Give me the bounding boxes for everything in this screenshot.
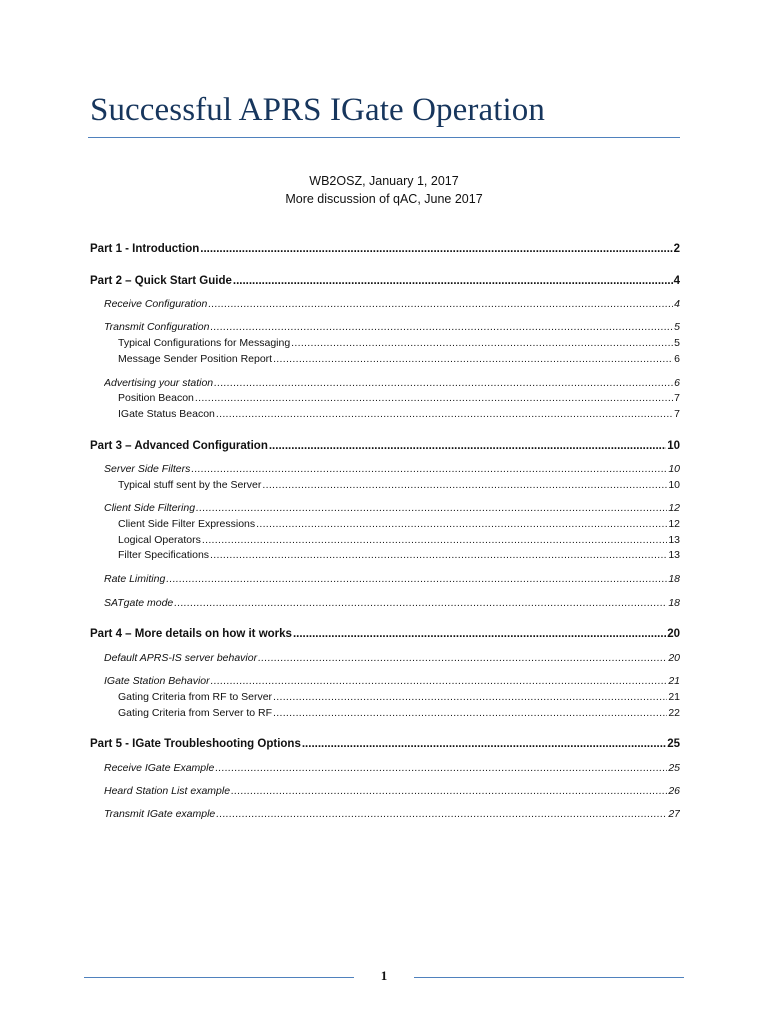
toc-leader [231,783,667,799]
toc-leader [273,689,667,705]
toc-entry-label: Typical Configurations for Messaging [118,337,291,349]
toc-entry[interactable] [90,241,680,257]
toc-entry-page: 25 [668,762,680,774]
toc-entry-page: 6 [674,377,680,389]
toc-leader [174,595,667,611]
toc-entry[interactable] [90,626,680,642]
toc-entry[interactable] [104,650,680,666]
toc-entry[interactable] [104,673,680,689]
toc-entry-label: Part 2 – Quick Start Guide [90,275,232,287]
toc-entry[interactable] [118,390,680,406]
toc-entry[interactable] [104,296,680,312]
toc-leader [262,477,667,493]
toc-entry-label: Part 5 - IGate Troubleshooting Options [90,738,301,750]
toc-entry[interactable] [118,351,680,367]
toc-entry-page: 21 [668,675,680,687]
toc-entry[interactable] [118,516,680,532]
toc-entry-page: 13 [668,534,680,546]
toc-entry-page: 12 [668,518,680,530]
toc-entry-label: Position Beacon [118,392,194,404]
toc-entry-label: Client Side Filter Expressions [118,518,256,530]
toc-entry-label: Gating Criteria from RF to Server [118,691,273,703]
toc-leader [216,806,667,822]
toc-entry[interactable] [118,406,680,422]
toc-entry-label: Transmit Configuration [104,321,210,333]
toc-leader [195,390,673,406]
toc-entry[interactable] [118,689,680,705]
toc-entry-page: 25 [667,738,680,750]
toc-entry-label: Typical stuff sent by the Server [118,479,262,491]
toc-leader [269,438,666,454]
toc-entry[interactable] [118,335,680,351]
toc-entry-page: 26 [668,785,680,797]
toc-entry-label: IGate Station Behavior [104,675,210,687]
toc-entry-page: 10 [667,440,680,452]
toc-entry-page: 7 [674,392,680,404]
toc-leader [258,650,667,666]
toc-entry-page: 18 [668,597,680,609]
toc-leader [208,296,673,312]
toc-entry-label: Filter Specifications [118,549,210,561]
toc-entry-page: 5 [674,321,680,333]
toc-leader [200,241,672,257]
toc-leader [233,273,673,289]
toc-entry-label: Logical Operators [118,534,201,546]
toc-leader [166,571,667,587]
toc-entry-label: Rate Limiting [104,573,166,585]
toc-entry[interactable] [118,705,680,721]
toc-entry[interactable] [104,760,680,776]
toc-leader [210,547,667,563]
toc-entry-label: Part 1 - Introduction [90,243,200,255]
toc-entry[interactable] [104,500,680,516]
toc-entry[interactable] [90,273,680,289]
toc-entry-page: 2 [673,243,680,255]
toc-entry-page: 22 [668,707,680,719]
toc-leader [293,626,666,642]
toc-entry-label: Message Sender Position Report [118,353,273,365]
toc-leader [273,351,673,367]
toc-entry[interactable] [90,736,680,752]
toc-entry[interactable] [104,595,680,611]
toc-entry[interactable] [104,571,680,587]
toc-leader [214,375,673,391]
toc-entry-page: 27 [668,808,680,820]
toc-entry[interactable] [104,319,680,335]
toc-entry[interactable] [118,532,680,548]
footer-rule-right [414,977,684,978]
toc-leader [215,760,667,776]
toc-entry-label: Default APRS-IS server behavior [104,652,258,664]
page-number: 1 [380,968,388,983]
toc-entry-page: 18 [668,573,680,585]
toc-entry-label: Heard Station List example [104,785,231,797]
toc-entry-page: 7 [674,408,680,420]
toc-entry-page: 5 [674,337,680,349]
toc-entry-label: Client Side Filtering [104,502,196,514]
toc-entry-label: Receive IGate Example [104,762,215,774]
toc-entry-page: 13 [668,549,680,561]
toc-entry-label: Part 4 – More details on how it works [90,628,292,640]
toc-leader [256,516,667,532]
toc-entry-page: 4 [673,275,680,287]
toc-entry-label: Part 3 – Advanced Configuration [90,440,268,452]
toc-entry-page: 10 [668,479,680,491]
page-title: Successful APRS IGate Operation [90,92,545,128]
toc-leader [302,736,666,752]
toc-leader [211,673,668,689]
toc-entry[interactable] [104,783,680,799]
toc-leader [216,406,673,422]
toc-entry[interactable] [104,461,680,477]
toc-entry-page: 12 [668,502,680,514]
toc-entry[interactable] [104,375,680,391]
toc-leader [210,319,673,335]
toc-entry-page: 6 [674,353,680,365]
toc-entry-label: Advertising your station [104,377,214,389]
toc-entry[interactable] [118,547,680,563]
footer-rule-left [84,977,354,978]
toc-leader [202,532,667,548]
toc-entry-page: 4 [674,298,680,310]
toc-entry-label: Server Side Filters [104,463,191,475]
toc-entry[interactable] [90,438,680,454]
toc-leader [291,335,673,351]
toc-entry-page: 20 [668,652,680,664]
author-line: WB2OSZ, January 1, 2017 [309,174,459,188]
toc-entry-label: Receive Configuration [104,298,208,310]
toc-entry-label: SATgate mode [104,597,174,609]
toc-leader [273,705,667,721]
toc-entry[interactable] [118,477,680,493]
toc-entry-label: Gating Criteria from Server to RF [118,707,273,719]
toc-entry-label: Transmit IGate example [104,808,216,820]
toc-entry-page: 20 [667,628,680,640]
toc-leader [196,500,667,516]
toc-entry-page: 21 [668,691,680,703]
toc-leader [191,461,667,477]
revision-line: More discussion of qAC, June 2017 [285,192,483,206]
toc-entry[interactable] [104,806,680,822]
toc-entry-page: 10 [668,463,680,475]
toc-entry-label: IGate Status Beacon [118,408,215,420]
